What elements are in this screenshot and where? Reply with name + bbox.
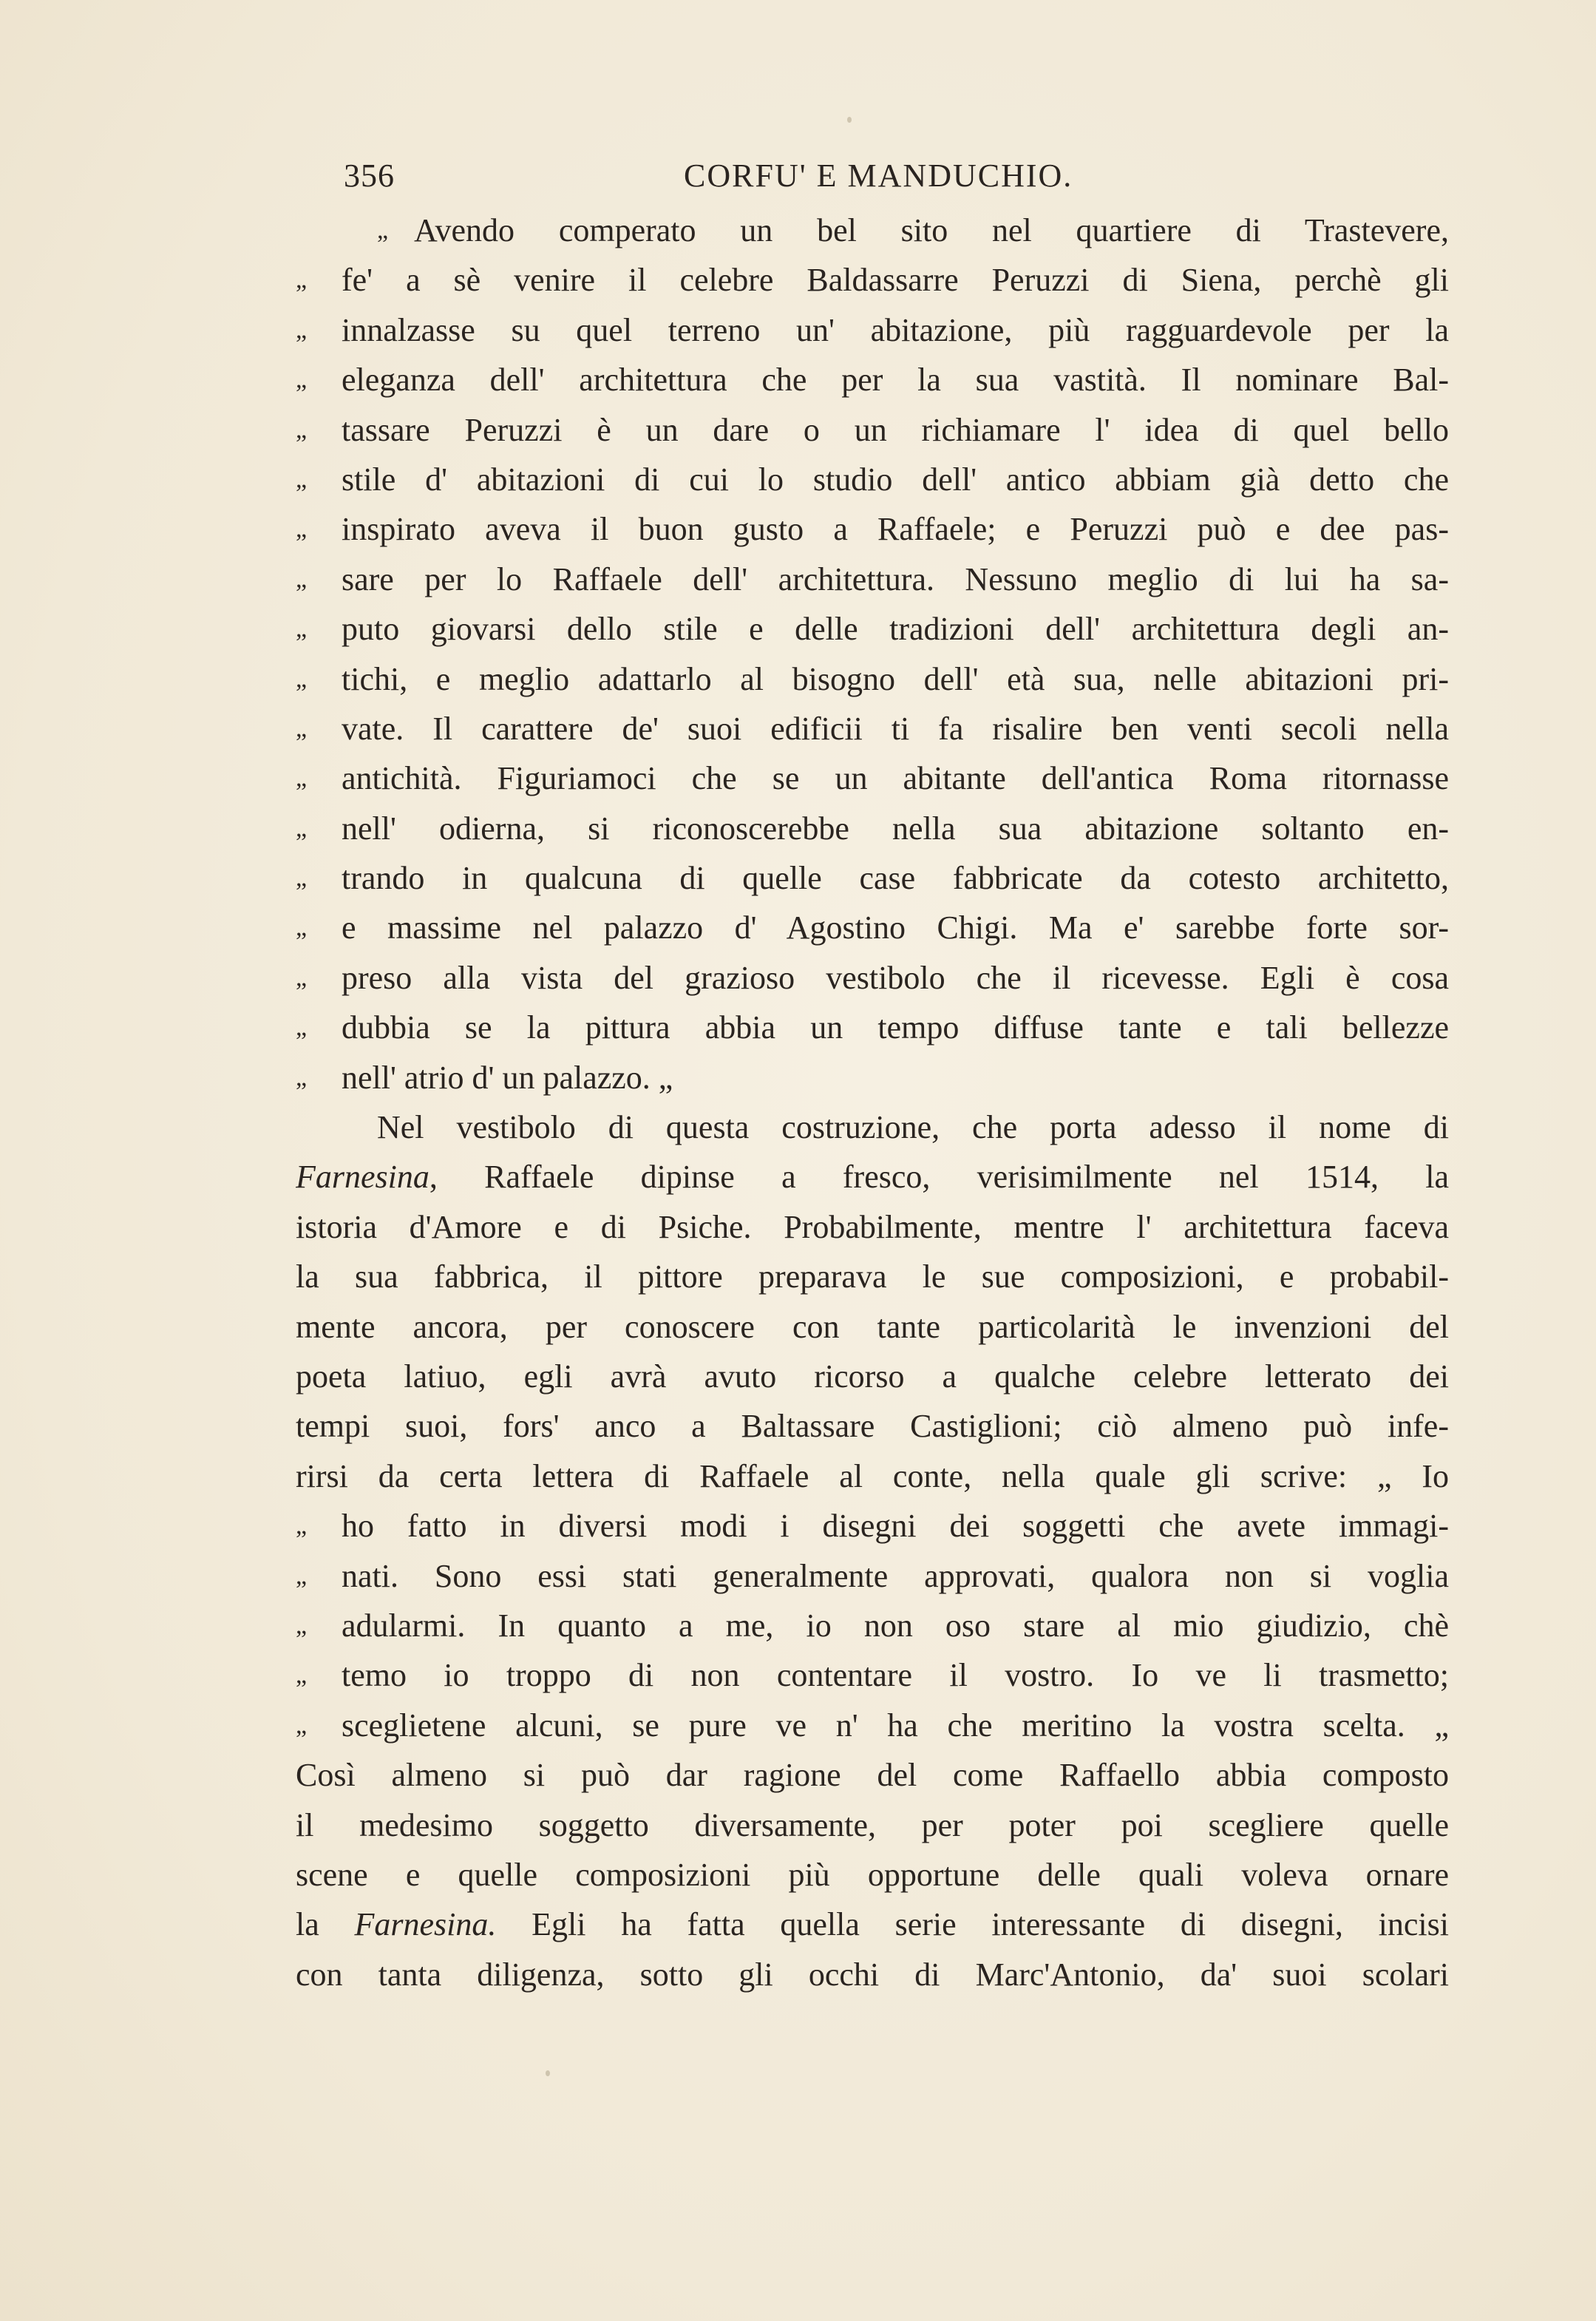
text-line	[296, 1900, 1449, 1949]
text-line	[296, 1501, 1449, 1551]
line-text	[296, 1900, 1449, 1949]
page-number: 356	[344, 157, 395, 194]
line-text-rest: , Raffaele dipinse a fresco, verisimilmente nel 1514, la	[429, 1159, 1449, 1196]
text-line	[296, 555, 1449, 604]
quote-mark: „	[296, 765, 308, 793]
text-line	[296, 355, 1449, 404]
text-line	[296, 1401, 1449, 1451]
line-text: sceglietene alcuni, se pure ve n' ha che meritino la vostra scelta. „	[342, 1707, 1449, 1744]
line-text: temo io troppo di non contentare il vostro. Io ve li trasmetto;	[342, 1657, 1449, 1694]
text-line	[296, 1650, 1449, 1700]
text-line	[296, 455, 1449, 504]
line-text: antichità. Figuriamoci che se un abitante dell'antica Roma ritornasse	[342, 760, 1449, 797]
text-line	[296, 604, 1449, 654]
quote-mark: „	[296, 515, 308, 543]
line-text: ho fatto in diversi modi i disegni dei soggetti che avete immagi-	[342, 1508, 1449, 1545]
text-line	[296, 1152, 1449, 1202]
line-text: istoria d'Amore e di Psiche. Probabilmente, mentre l' architettura faceva	[296, 1208, 1449, 1245]
text-line	[296, 903, 1449, 952]
text-line	[296, 753, 1449, 803]
text-line	[296, 804, 1449, 853]
text-line	[296, 206, 1449, 255]
line-text: puto giovarsi dello stile e delle tradizioni dell' architettura degli an-	[342, 611, 1449, 648]
text-line	[296, 1102, 1449, 1152]
line-text-pre: la	[296, 1906, 355, 1943]
quote-mark: „	[296, 864, 308, 892]
text-line	[296, 1950, 1449, 1999]
quote-mark: „	[296, 1562, 308, 1590]
line-text: stile d' abitazioni di cui lo studio dell' antico abbiam già detto che	[342, 461, 1449, 498]
quote-mark: „	[296, 366, 308, 394]
line-text: la sua fabbrica, il pittore preparava le sue composizioni, e probabil-	[296, 1258, 1449, 1295]
quote-mark: „	[296, 963, 308, 992]
text-line	[296, 504, 1449, 554]
text-line	[296, 1601, 1449, 1650]
line-text: scene e quelle composizioni più opportune delle quali voleva ornare	[296, 1856, 1449, 1893]
quote-mark: „	[377, 217, 389, 244]
line-text: tempi suoi, fors' anco a Baltassare Castiglioni; ciò almeno può infe-	[296, 1408, 1449, 1445]
quote-mark: „	[296, 266, 308, 294]
line-text: preso alla vista del grazioso vestibolo che il ricevesse. Egli è cosa	[342, 959, 1449, 996]
quote-mark: „	[296, 416, 308, 444]
text-line	[296, 1750, 1449, 1800]
running-title: CORFU' E MANDUCHIO.	[684, 157, 1073, 194]
line-text: rirsi da certa lettera di Raffaele al conte, nella quale gli scrive: „ Io	[296, 1457, 1449, 1494]
text-line	[296, 1551, 1449, 1601]
text-line	[296, 1701, 1449, 1750]
text-line	[296, 704, 1449, 753]
line-text	[296, 1152, 1449, 1202]
line-text: nell' atrio d' un palazzo. „	[342, 1059, 673, 1096]
text-line	[296, 405, 1449, 455]
line-text: inspirato aveva il buon gusto a Raffaele; e Peruzzi può e dee pas-	[342, 511, 1449, 548]
italic-term: Farnesina.	[354, 1906, 497, 1943]
quote-mark: „	[296, 565, 308, 593]
text-line	[296, 953, 1449, 1003]
text-line	[296, 305, 1449, 355]
text-line	[296, 1352, 1449, 1401]
text-line	[296, 255, 1449, 305]
line-text-rest: Egli ha fatta quella serie interessante di disegni, incisi	[496, 1906, 1449, 1943]
text-line	[296, 853, 1449, 903]
line-text: Così almeno si può dar ragione del come Raffaello abbia composto	[296, 1757, 1449, 1794]
line-text: tassare Peruzzi è un dare o un richiamare l' idea di quel bello	[342, 411, 1449, 448]
line-text: mente ancora, per conoscere con tante particolarità le invenzioni del	[296, 1308, 1449, 1345]
line-text: vate. Il carattere de' suoi edificii ti fa risalire ben venti secoli nella	[342, 710, 1449, 747]
quote-mark: „	[296, 1063, 308, 1091]
quote-mark: „	[296, 465, 308, 493]
quote-mark: „	[296, 665, 308, 693]
text-line	[296, 1053, 1449, 1102]
quote-mark: „	[296, 1711, 308, 1739]
line-text: con tanta diligenza, sotto gli occhi di Marc'Antonio, da' suoi scolari	[296, 1956, 1449, 1993]
line-text: dubbia se la pittura abbia un tempo diffuse tante e tali bellezze	[342, 1009, 1449, 1046]
quote-mark: „	[296, 814, 308, 842]
text-line	[296, 1451, 1449, 1501]
page-header	[344, 157, 1453, 201]
text-line	[296, 1850, 1449, 1900]
paper-speck	[847, 117, 852, 123]
line-text: sare per lo Raffaele dell' architettura. Nessuno meglio di lui ha sa-	[342, 560, 1449, 597]
text-line	[296, 1302, 1449, 1352]
text-line	[296, 654, 1449, 704]
text-line	[296, 1800, 1449, 1850]
quote-mark: „	[296, 1014, 308, 1042]
quote-mark: „	[296, 1611, 308, 1639]
quote-mark: „	[296, 316, 308, 344]
quote-mark: „	[296, 615, 308, 643]
line-text: nell' odierna, si riconoscerebbe nella sua abitazione soltanto en-	[342, 810, 1449, 847]
line-text: nati. Sono essi stati generalmente approvati, qualora non si voglia	[342, 1557, 1449, 1594]
line-text: tichi, e meglio adattarlo al bisogno dell' età sua, nelle abitazioni pri-	[342, 660, 1449, 697]
line-text: Avendo comperato un bel sito nel quartiere di Trastevere,	[414, 212, 1449, 248]
body-text	[296, 206, 1449, 1999]
line-text: il medesimo soggetto diversamente, per poter poi scegliere quelle	[296, 1806, 1449, 1843]
text-line	[296, 1202, 1449, 1252]
text-line	[296, 1252, 1449, 1301]
line-text: Nel vestibolo di questa costruzione, che porta adesso il nome di	[377, 1109, 1449, 1146]
line-text: eleganza dell' architettura che per la sua vastità. Il nominare Bal-	[342, 362, 1449, 399]
quote-mark: „	[296, 914, 308, 942]
paper-speck	[546, 2070, 550, 2076]
italic-term: Farnesina	[296, 1159, 429, 1196]
line-text: fe' a sè venire il celebre Baldassarre Peruzzi di Siena, perchè gli	[342, 262, 1449, 299]
text-line	[296, 1003, 1449, 1052]
line-text: e massime nel palazzo d' Agostino Chigi. Ma e' sarebbe forte sor-	[342, 909, 1449, 946]
line-text: trando in qualcuna di quelle case fabbricate da cotesto architetto,	[342, 860, 1449, 897]
line-text: adularmi. In quanto a me, io non oso stare al mio giudizio, chè	[342, 1607, 1449, 1644]
quote-mark: „	[296, 1661, 308, 1690]
line-text: innalzasse su quel terreno un' abitazione, più ragguardevole per la	[342, 311, 1449, 348]
line-text: poeta latiuo, egli avrà avuto ricorso a qualche celebre letterato dei	[296, 1358, 1449, 1395]
quote-mark: „	[296, 1512, 308, 1540]
quote-mark: „	[296, 714, 308, 742]
